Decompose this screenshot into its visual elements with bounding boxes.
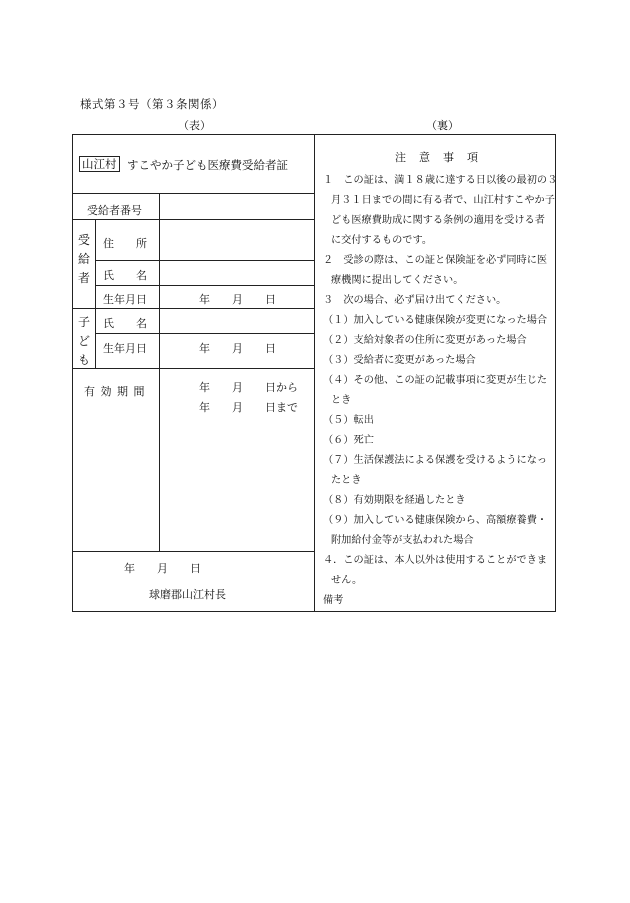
note-line: （７）生活保護法による保護を受けるようになっ	[323, 455, 548, 466]
validity-to: 年 月 日まで	[199, 401, 298, 414]
note-line: （３）受給者に変更があった場合	[323, 355, 476, 366]
notes-title: 注 意 事 項	[395, 151, 479, 164]
note-line: たとき	[331, 475, 362, 486]
rule	[73, 193, 314, 194]
validity-from: 年 月 日から	[199, 381, 298, 394]
note-line: （６）死亡	[323, 435, 374, 446]
note-line: １ この証は、満１８歳に達する日以後の最初の３	[323, 175, 558, 186]
rule	[95, 285, 314, 286]
front-side-label: （表）	[178, 119, 211, 132]
village-name-box: 山江村	[79, 156, 120, 172]
issue-date: 年 月 日	[124, 562, 201, 575]
note-line: ２ 受診の際は、この証と保険証を必ず同時に医	[323, 255, 548, 266]
recipient-number-label: 受給者番号	[87, 204, 142, 217]
recipient-group-label: 受 給 者	[77, 233, 90, 285]
issuer-name: 球磨郡山江村長	[149, 588, 226, 601]
certificate-title: すこやか子ども医療費受給者証	[127, 158, 288, 172]
birthdate-label: 生年月日	[103, 293, 147, 306]
certificate-front	[73, 135, 314, 611]
child-birthdate-value: 年 月 日	[199, 342, 276, 355]
certificate-card	[72, 134, 556, 612]
note-line: ども医療費助成に関する条例の適用を受ける者	[331, 215, 545, 226]
child-name-label: 氏 名	[103, 317, 147, 330]
child-group-label: 子 ど も	[77, 315, 90, 367]
rule	[95, 260, 314, 261]
note-line: （１）加入している健康保険が変更になった場合	[323, 315, 548, 326]
birthdate-value: 年 月 日	[199, 293, 276, 306]
rule	[73, 368, 314, 369]
note-line: （８）有効期限を経過したとき	[323, 495, 466, 506]
note-line: に交付するものです。	[331, 235, 433, 246]
note-line: 附加給付金等が支払われた場合	[331, 535, 474, 546]
back-side-label: （裏）	[426, 119, 459, 132]
note-line: ４．この証は、本人以外は使用することができま	[323, 555, 548, 566]
validity-label: 有 効 期 間	[84, 385, 146, 398]
note-line: 備考	[323, 595, 344, 606]
note-line: （９）加入している健康保険から、高額療養費・	[323, 515, 548, 526]
rule	[95, 219, 96, 368]
note-line: 療機関に提出してください。	[331, 275, 464, 286]
name-label: 氏 名	[103, 269, 147, 282]
note-line: （５）転出	[323, 415, 374, 426]
address-label: 住 所	[103, 237, 147, 250]
note-line: ３ 次の場合、必ず届け出てください。	[323, 295, 507, 306]
rule	[159, 193, 160, 551]
note-line: とき	[331, 395, 352, 406]
center-divider	[314, 135, 315, 611]
note-line: 月３１日までの間に有る者で、山江村すこやか子	[331, 195, 555, 206]
note-line: （２）支給対象者の住所に変更があった場合	[323, 335, 527, 346]
form-number: 様式第３号（第３条関係）	[80, 97, 224, 111]
rule	[73, 219, 314, 220]
rule	[73, 308, 314, 309]
child-birthdate-label: 生年月日	[103, 342, 147, 355]
rule	[95, 333, 314, 334]
note-line: （４）その他、この証の記載事項に変更が生じた	[323, 375, 548, 386]
note-line: せん。	[331, 575, 363, 586]
rule	[73, 551, 314, 552]
